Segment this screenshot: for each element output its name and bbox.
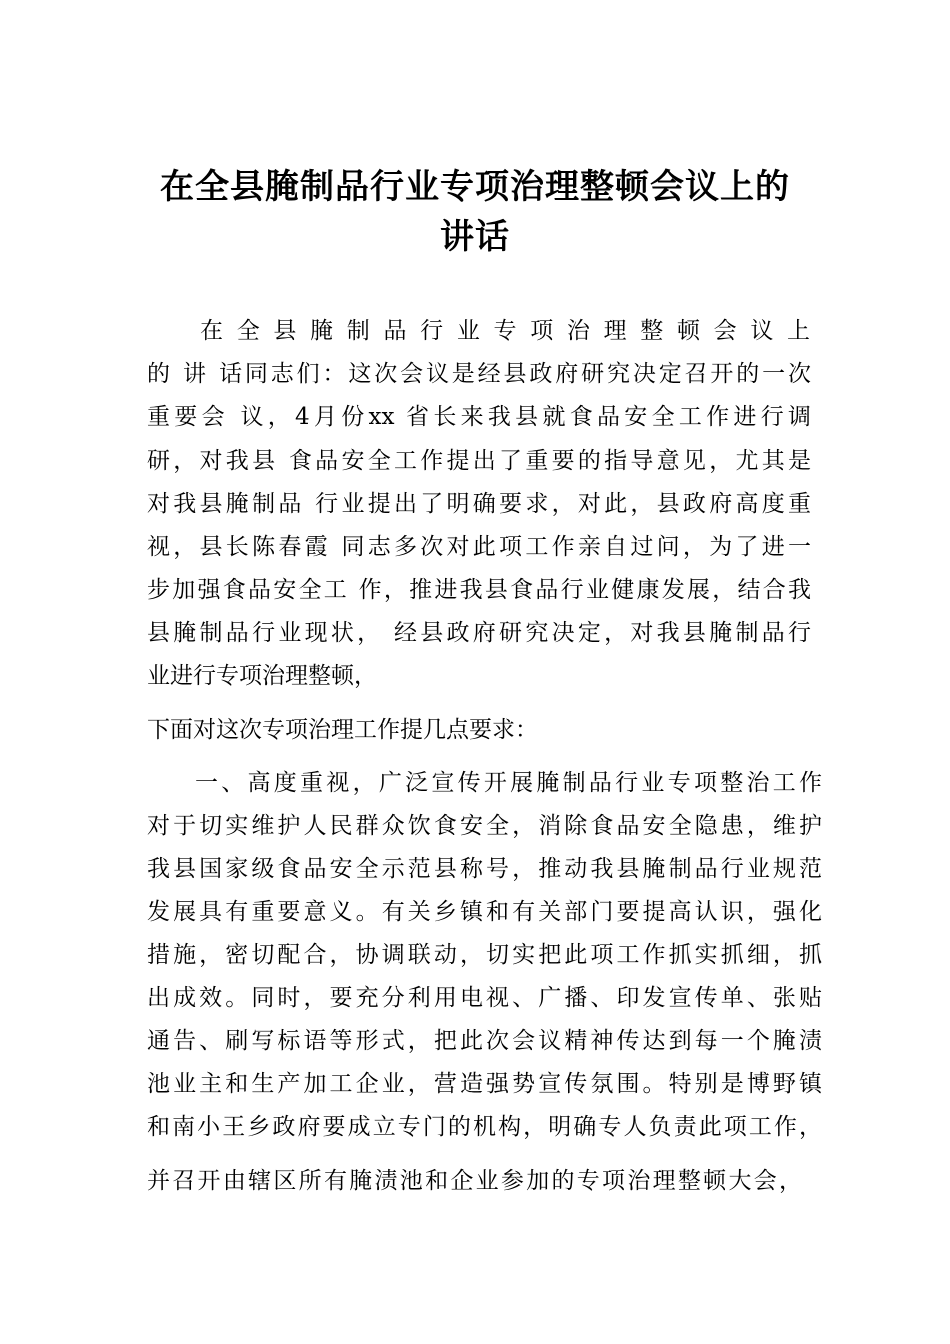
- paragraph-line: 发展具有重要意义。有关乡镇和有关部门要提高认识，强化: [147, 899, 822, 925]
- paragraph-line: 步加强食品安全工 作，推进我县食品行业健康发展，结合我: [147, 577, 811, 603]
- title-line: 在全县腌制品行业专项治理整顿会议上的: [160, 167, 790, 207]
- paragraph-line: 视，县长陈春霞 同志多次对此项工作亲自过问，为了进一: [147, 534, 811, 560]
- paragraph-line: 研，对我县 食品安全工作提出了重要的指导意见，尤其是: [147, 448, 811, 474]
- paragraph-line: 的 讲 话同志们：这次会议是经县政府研究决定召开的一次: [147, 361, 811, 387]
- paragraph-line: 措施，密切配合，协调联动，切实把此项工作抓实抓细，抓: [147, 942, 822, 968]
- paragraph-line: 对于切实维护人民群众饮食安全，消除食品安全隐患，维护: [147, 813, 822, 839]
- paragraph-line: 我县国家级食品安全示范县称号，推动我县腌制品行业规范: [147, 856, 822, 882]
- paragraph-line: 对我县腌制品 行业提出了明确要求，对此，县政府高度重: [147, 491, 811, 517]
- paragraph-line: 池业主和生产加工企业，营造强势宣传氛围。特别是博野镇: [147, 1071, 822, 1097]
- paragraph-line: 重要会 议，4月份xx 省长来我县就食品安全工作进行调: [147, 404, 811, 430]
- paragraph-line: 业进行专项治理整顿，: [147, 663, 377, 689]
- title-line: 讲话: [440, 217, 510, 257]
- paragraph-line: 在全县腌制品行业专项治理整顿会议上: [200, 318, 810, 344]
- paragraph-line: 出成效。同时，要充分利用电视、广播、印发宣传单、张贴: [147, 985, 822, 1011]
- paragraph-line: 通告、刷写标语等形式，把此次会议精神传达到每一个腌渍: [147, 1028, 822, 1054]
- document-title: [100, 162, 850, 262]
- paragraph-line: 一、高度重视，广泛宣传开展腌制品行业专项整治工作: [195, 770, 822, 796]
- paragraph-line: 县腌制品行业现状， 经县政府研究决定，对我县腌制品行: [147, 620, 811, 646]
- paragraph-line: 和南小王乡政府要成立专门的机构，明确专人负责此项工作，: [147, 1114, 822, 1140]
- paragraph-line: 下面对这次专项治理工作提几点要求：: [147, 717, 538, 743]
- paragraph-line: 并召开由辖区所有腌渍池和企业参加的专项治理整顿大会，: [147, 1168, 802, 1194]
